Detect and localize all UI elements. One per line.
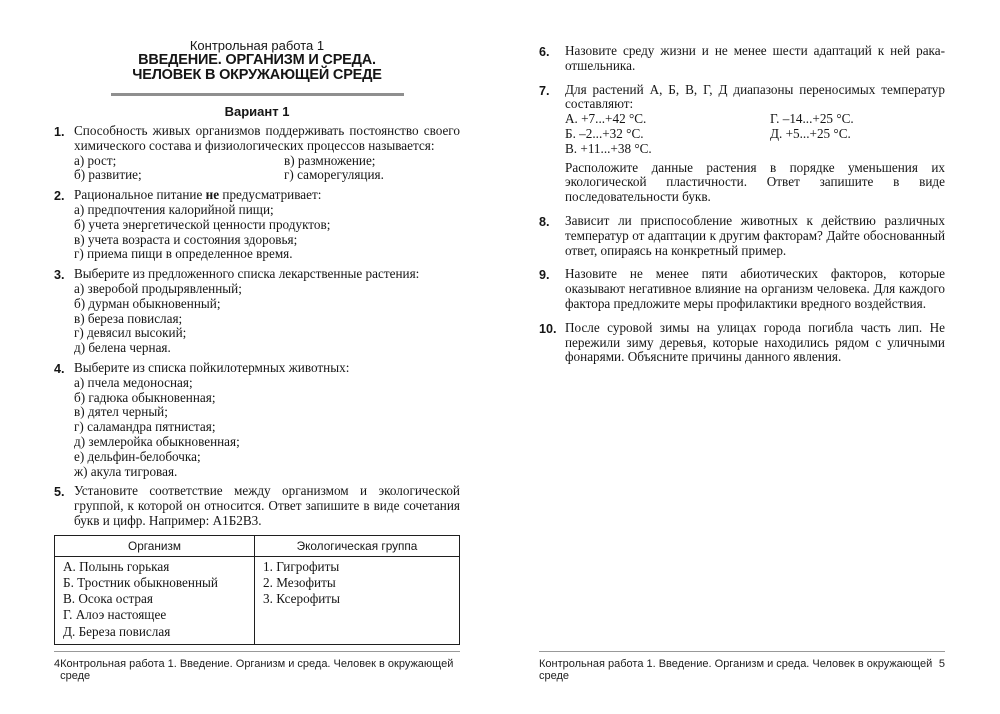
question-7-number: 7.	[539, 83, 550, 98]
options-column-left	[565, 112, 770, 156]
question-8-text: Зависит ли приспособление животных к действию различных температур от адаптации к другим факторам? Дайте обоснованный ответ, опираясь на конкретный пример.	[565, 212, 945, 258]
question-8	[539, 214, 945, 258]
question-3-number: 3.	[54, 268, 65, 283]
question-10	[539, 321, 945, 365]
option-e: е) дельфин-белобочка;	[74, 448, 201, 464]
table-header-row	[55, 535, 460, 556]
question-10-number: 10.	[539, 321, 557, 336]
question-4-number: 4.	[54, 361, 65, 376]
option-v: в) учета возраста и состояния здоровья;	[74, 231, 298, 247]
question-7-instruction: Расположите данные растения в порядке уменьшения их экологической пластичности. Ответ запишите в виде последовательности букв.	[565, 159, 945, 205]
option-g: г) саламандра пятнистая;	[74, 419, 216, 435]
question-2-text	[74, 188, 460, 203]
page-number: 4	[54, 658, 61, 670]
running-title: Контрольная работа 1. Введение. Организм и среда. Человек в окружающей среде	[60, 658, 454, 682]
options-column-right	[770, 112, 854, 156]
group-list-cell	[255, 556, 460, 644]
page-title-line2: ЧЕЛОВЕК В ОКРУЖАЮЩЕЙ СРЕДЕ	[132, 66, 382, 83]
question-1	[54, 124, 460, 183]
question-2	[54, 188, 460, 262]
table-header-organism: Организм	[55, 535, 255, 556]
option-d: д) белена черная.	[74, 340, 171, 356]
range-g: Г. –14...+25 °С.	[770, 111, 854, 127]
footer-right	[539, 651, 945, 682]
question-9-text: Назовите не менее пяти абиотических факторов, которые оказывают негативное влияние на организм человека. Для каждого фактора предложите меры профилактики вредного воздействия.	[565, 266, 945, 311]
option-zh: ж) акула тигровая.	[74, 463, 178, 479]
page-right	[539, 44, 945, 365]
question-6-number: 6.	[539, 45, 550, 59]
option-a: а) рост;	[74, 152, 117, 168]
matching-table	[54, 535, 460, 645]
option-g: г) саморегуляция.	[284, 167, 384, 183]
question-4	[54, 361, 460, 479]
question-2-number: 2.	[54, 189, 65, 204]
question-7-options	[565, 112, 945, 156]
question-5	[54, 484, 460, 528]
option-b: б) дурман обыкновенный;	[74, 295, 221, 311]
question-5-text: Установите соответствие между организмом и экологической группой, к которой он относится. Ответ запишите в виде сочетания букв и цифр. Например: А1Б2В3.	[74, 483, 460, 528]
running-title: Контрольная работа 1. Введение. Организм и среда. Человек в окружающей среде	[539, 658, 933, 682]
range-d: Д. +5...+25 °С.	[770, 125, 851, 141]
organism-list-cell	[55, 556, 255, 644]
question-4-text: Выберите из списка пойкилотермных животных:	[74, 359, 350, 375]
question-2-text-bold: не	[205, 187, 220, 203]
range-b: Б. –2...+32 °С.	[565, 125, 644, 141]
question-6-text: Назовите среду жизни и не менее шести адаптаций к ней рака-отшельника.	[565, 43, 945, 73]
organism-item: Б. Тростник обыкновенный	[63, 574, 218, 590]
range-a: А. +7...+42 °С.	[565, 111, 647, 127]
option-v: в) размножение;	[284, 152, 376, 168]
group-item: 2. Мезофиты	[263, 574, 336, 590]
question-2-text-after: предусматривает:	[222, 187, 322, 203]
question-9-number: 9.	[539, 268, 550, 283]
page-left	[54, 38, 460, 645]
options-column-left	[74, 154, 284, 184]
work-kicker: Контрольная работа 1	[189, 38, 325, 53]
question-4-options	[74, 376, 460, 480]
organism-item: Г. Алоэ настоящее	[63, 607, 167, 623]
page-number: 5	[938, 658, 945, 670]
question-7-text: Для растений А, Б, В, Г, Д диапазоны переносимых температур составляют:	[565, 81, 945, 112]
organism-item: А. Полынь горькая	[63, 558, 170, 574]
range-v: В. +11...+38 °С.	[565, 140, 652, 156]
table-body-row	[55, 556, 460, 644]
title-rule	[111, 93, 404, 96]
page-title-line1: ВВЕДЕНИЕ. ОРГАНИЗМ И СРЕДА.	[138, 52, 376, 68]
option-a: а) предпочтения калорийной пищи;	[74, 201, 274, 217]
question-3-options	[74, 282, 460, 356]
question-8-number: 8.	[539, 214, 550, 229]
option-a: а) пчела медоносная;	[74, 374, 193, 390]
question-1-text: Способность живых организмов поддерживать постоянство своего химического состава и физиологических процессов называется:	[74, 123, 460, 153]
question-5-number: 5.	[54, 485, 65, 500]
group-item: 1. Гигрофиты	[263, 558, 340, 574]
question-1-number: 1.	[54, 125, 65, 139]
question-9	[539, 267, 945, 311]
variant-heading: Вариант 1	[224, 104, 290, 119]
organism-item: Д. Береза повислая	[63, 623, 171, 639]
question-1-options	[74, 154, 460, 184]
option-v: в) береза повислая;	[74, 310, 183, 326]
option-a: а) зверобой продырявленный;	[74, 280, 242, 296]
question-7	[539, 83, 945, 205]
option-b: б) учета энергетической ценности продуктов;	[74, 216, 331, 232]
question-3-text: Выберите из предложенного списка лекарственные растения:	[74, 266, 420, 282]
group-item: 3. Ксерофиты	[263, 591, 340, 607]
question-2-text-before: Рациональное питание	[74, 187, 203, 203]
option-v: в) дятел черный;	[74, 404, 168, 420]
option-g: г) приема пищи в определенное время.	[74, 246, 293, 262]
option-d: д) землеройка обыкновенная;	[74, 433, 240, 449]
table-header-group: Экологическая группа	[255, 535, 460, 556]
option-b: б) гадюка обыкновенная;	[74, 389, 216, 405]
options-column-right	[284, 154, 384, 184]
option-g: г) девясил высокий;	[74, 325, 187, 341]
option-b: б) развитие;	[74, 167, 142, 183]
footer-left	[54, 651, 460, 682]
question-6	[539, 44, 945, 74]
question-10-text: После суровой зимы на улицах города погибла часть лип. Не пережили зиму деревья, которые находились рядом с уличными фонарями. Объясните причины данного явления.	[565, 319, 945, 365]
question-3	[54, 267, 460, 356]
organism-item: В. Осока острая	[63, 591, 153, 607]
question-2-options	[74, 203, 460, 262]
